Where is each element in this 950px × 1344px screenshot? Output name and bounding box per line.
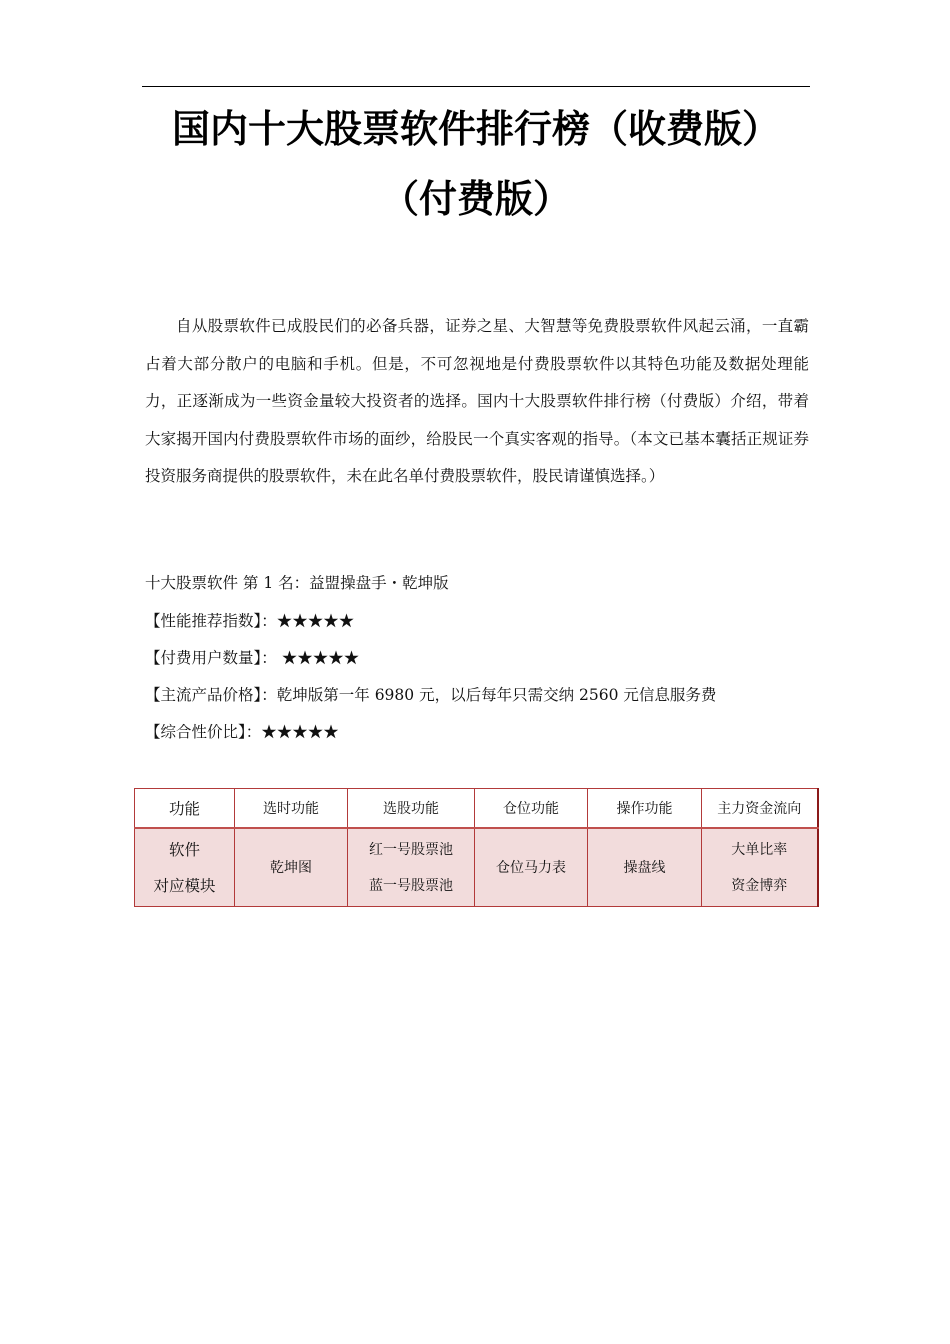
performance-label: 【性能推荐指数】： — [145, 612, 277, 630]
feature-table-header: 主力资金流向 — [702, 789, 818, 829]
document-title-line-2: （付费版） — [380, 177, 571, 221]
feature-cell-stock-pick — [348, 828, 475, 907]
users-stars: ★★★★★ — [276, 649, 360, 667]
feature-table-row — [135, 828, 818, 907]
feature-table-header: 选股功能 — [348, 789, 475, 829]
row-label-line-1: 软件 — [168, 840, 200, 859]
feature-cell-position: 仓位马力表 — [475, 828, 588, 907]
feature-table-header: 操作功能 — [588, 789, 702, 829]
stock-pick-line-1: 红一号股票池 — [369, 841, 453, 858]
header-rule — [142, 86, 810, 87]
capital-line-1: 大单比率 — [731, 841, 788, 858]
users-rating — [145, 647, 359, 669]
feature-cell-timing: 乾坤图 — [235, 828, 348, 907]
intro-paragraph: 自从股票软件已成股民们的必备兵器，证券之星、大智慧等免费股票软件风起云涌，一直霸占着大部分散户的电脑和手机。但是，不可忽视地是付费股票软件以其特色功能及数据处理能力，正逐渐成为一些资金量较大投资者的选择。国内十大股票软件排行榜（付费版）介绍，带着大家揭开国内付费股票软件市场的面纱，给股民一个真实客观的指导。（本文已基本囊括正规证券投资服务商提供的股票软件，未在此名单付费股票软件，股民请谨慎选择。） — [145, 317, 809, 486]
rank-line: 十大股票软件 第 1 名：益盟操盘手・乾坤版 — [145, 574, 449, 592]
price-text: 乾坤版第一年 6980 元，以后每年只需交纳 2560 元信息服务费 — [276, 686, 717, 704]
value-stars: ★★★★★ — [261, 723, 339, 741]
stock-pick-line-2: 蓝一号股票池 — [369, 877, 453, 894]
performance-stars: ★★★★★ — [276, 612, 355, 630]
document-title-line-1: 国内十大股票软件排行榜（收费版） — [171, 107, 780, 151]
price-label: 【主流产品价格】： — [145, 686, 277, 704]
feature-table-row-label — [135, 828, 235, 907]
feature-table-header: 选时功能 — [235, 789, 348, 829]
value-label: 【综合性价比】： — [145, 723, 262, 741]
price-line — [145, 684, 716, 706]
feature-table — [134, 788, 819, 907]
users-label: 【付费用户数量】： — [145, 649, 277, 667]
feature-table-header: 功能 — [135, 789, 235, 829]
feature-table-header: 仓位功能 — [475, 789, 588, 829]
row-label-line-2: 对应模块 — [153, 876, 216, 895]
performance-rating — [145, 610, 354, 632]
feature-table-header-row — [135, 789, 818, 829]
value-rating — [145, 721, 339, 743]
feature-cell-capital-flow — [702, 828, 818, 907]
feature-cell-operation: 操盘线 — [588, 828, 702, 907]
capital-line-2: 资金博弈 — [731, 877, 788, 894]
